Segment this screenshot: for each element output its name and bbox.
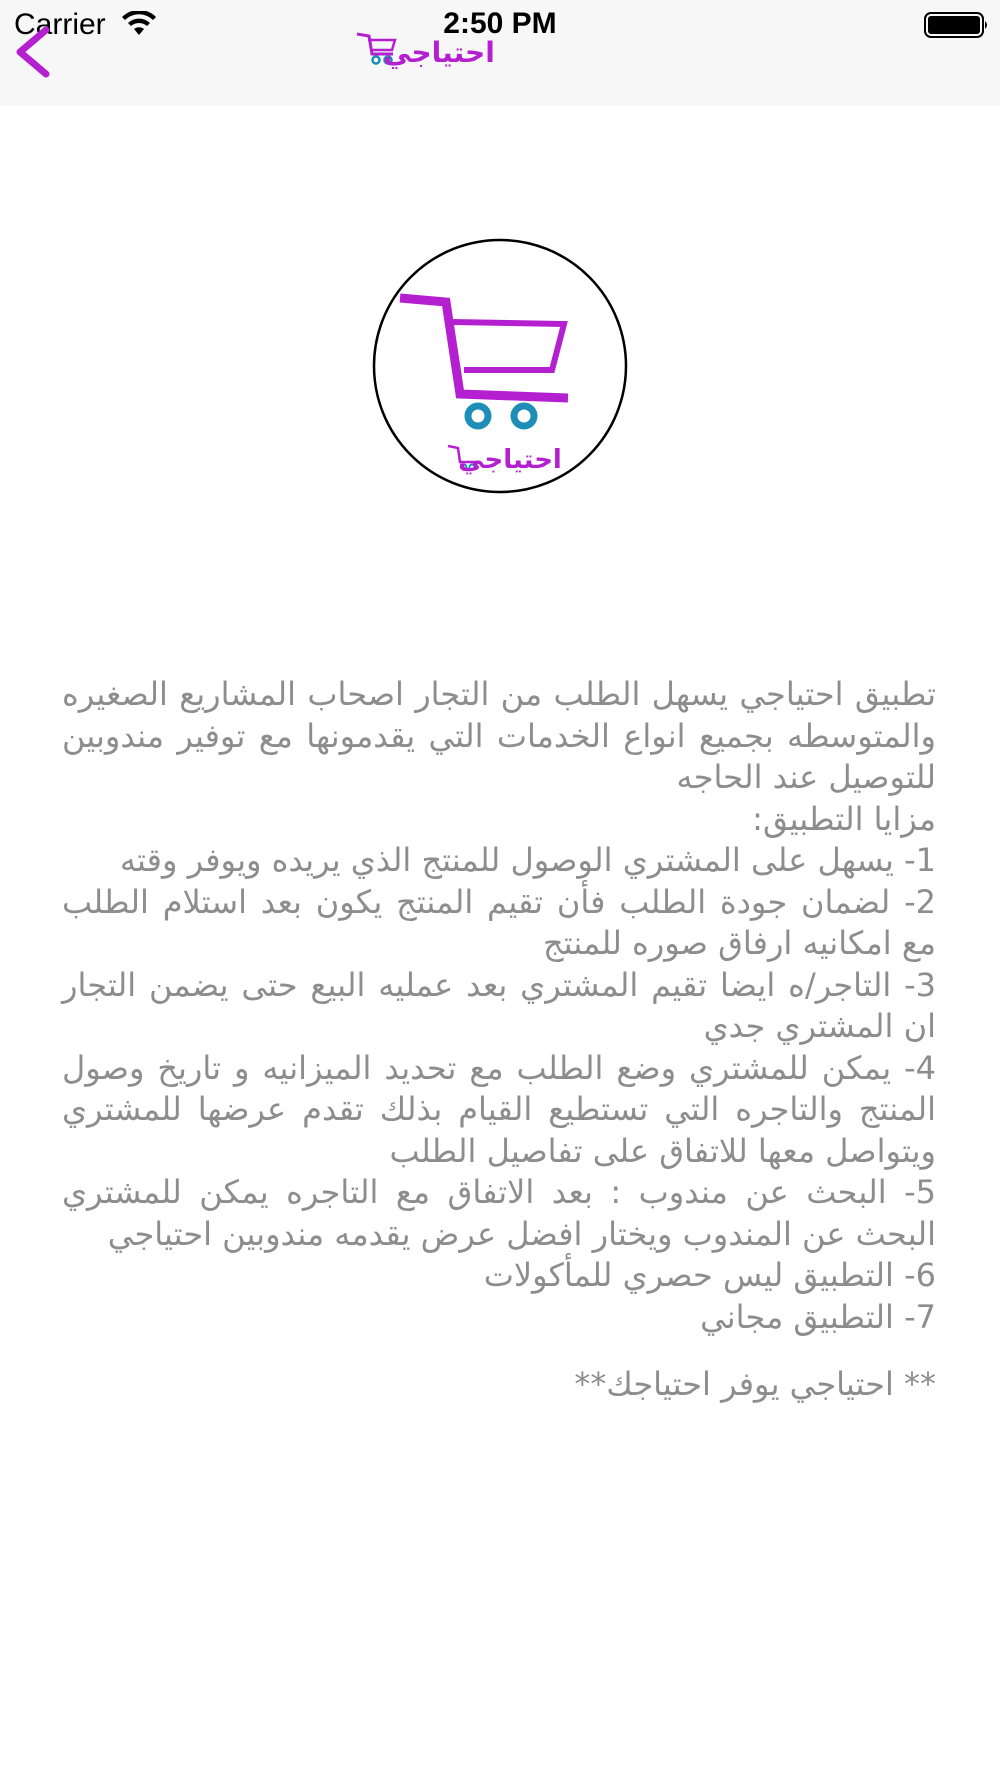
feature-item: 6- التطبيق ليس حصري للمأكولات (483, 1256, 936, 1294)
feature-item: 3- التاجر/ه ايضا تقيم المشتري بعد عمليه البيع حتى يضمن التجار ان المشتري جدي (62, 965, 936, 1045)
features-title: مزايا التطبيق: (752, 799, 936, 838)
feature-item: 2- لضمان جودة الطلب فأن تقيم المنتج يكون بعد استلام الطلب مع امكانيه ارفاق صوره للمنتج (62, 882, 936, 962)
app-logo (372, 238, 628, 494)
battery-icon (924, 12, 990, 38)
back-button[interactable] (10, 24, 60, 80)
carrier-label: Carrier (14, 8, 106, 41)
status-time: 2:50 PM (443, 7, 557, 40)
description-footer: ** احتياجي يوفر احتياجك** (574, 1365, 936, 1403)
feature-item: 5- البحث عن مندوب : بعد الاتفاق مع التاجره يمكن للمشتري البحث عن المندوب ويختار افضل عرض يقدمه مندوبين احتياجي (62, 1173, 936, 1253)
description-intro: تطبيق احتياجي يسهل الطلب من التجار اصحاب المشاريع الصغيره والمتوسطه بجميع انواع الخدمات التي يقدمونها مع توفير مندوبين للتوصيل عند الحاجه (62, 675, 936, 796)
logo-text: احتياجي (458, 445, 562, 475)
feature-item: 7- التطبيق مجاني (700, 1297, 936, 1336)
app-description (62, 674, 936, 1406)
feature-item: 4- يمكن للمشتري وضع الطلب مع تحديد الميزانيه و تاريخ وصول المنتج والتاجره التي تستطيع القيام بذلك تقدم عرضها للمشتري ويتواصل معها للاتفاق على تفاصيل الطلب (62, 1048, 936, 1170)
feature-item: 1- يسهل على المشتري الوصول للمنتج الذي يريده ويوفر وقته (119, 841, 936, 879)
navigation-bar (0, 0, 1000, 106)
navbar-logo-text: احتياجي (383, 36, 495, 69)
chevron-left-icon (20, 30, 46, 74)
logo-wordmark (448, 445, 562, 475)
navbar-logo (355, 28, 500, 72)
